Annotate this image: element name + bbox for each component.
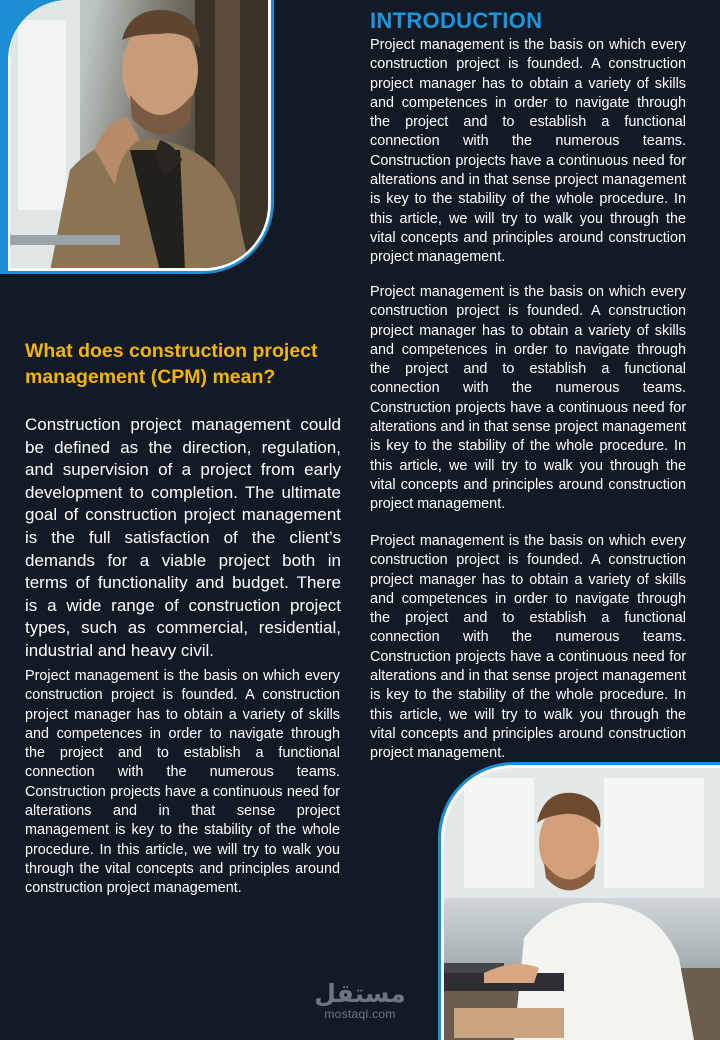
intro-paragraph-3: Project management is the basis on which every construction project is founded. A construction project manager has to obtain a variety of skills and competences in order to navigate through the project and to establish a functional connection with the numerous teams. Construction projects have a continuous need for alterations and in that sense project management is key to the stability of the whole procedure. In this article, we will try to walk you through the vital concepts and principles around construction project management. [370,533,686,762]
intro-paragraph-1: Project management is the basis on which every construction project is founded. A construction project manager has to obtain a variety of skills and competences in order to navigate through the project and to establish a functional connection with the numerous teams. Construction projects have a continuous need for alterations and in that sense project management is key to the stability of the whole procedure. In this article, we will try to walk you through the vital concepts and principles around construction project management. [370,37,686,266]
photo-border [441,765,720,1040]
intro-paragraph-2: Project management is the basis on which every construction project is founded. A construction project manager has to obtain a variety of skills and competences in order to navigate through the project and to establish a functional connection with the numerous teams. Construction projects have a continuous need for alterations and in that sense project management is key to the stability of the whole procedure. In this article, we will try to walk you through the vital concepts and principles around construction project management. [370,284,686,513]
photo-image [10,0,268,268]
intro-heading: INTRODUCTION [370,8,543,33]
photo-image [444,768,720,1040]
cpm-heading: What does construction project management (CPM) mean? [25,340,318,388]
photo-smiling-man [438,762,720,1040]
photo-thinking-man [0,0,274,274]
cpm-paragraph: Project management is the basis on which every construction project is founded. A construction project manager has to obtain a variety of skills and competences in order to navigate through the project and to establish a functional connection with the numerous teams. Construction projects have a continuous need for alterations and in that sense project management is key to the stability of the whole procedure. In this article, we will try to walk you through the vital concepts and principles around construction project management. [25,668,340,897]
watermark-latin: mostaql.com [324,1007,396,1021]
watermark-logo [314,980,406,1020]
photo-border [8,0,271,271]
smiling-man-illustration [444,768,720,1040]
cpm-definition: Construction project management could be defined as the direction, regulation, and supervision of a project from early development to completion. The ultimate goal of construction project management is the full satisfaction of the client’s demands for a viable project both in terms of functionality and budget. There is a wide range of construction project types, such as commercial, residential, industrial and heavy civil. [25,415,341,660]
watermark-arabic: مستقل [314,979,406,1008]
thinking-man-illustration [10,0,268,268]
